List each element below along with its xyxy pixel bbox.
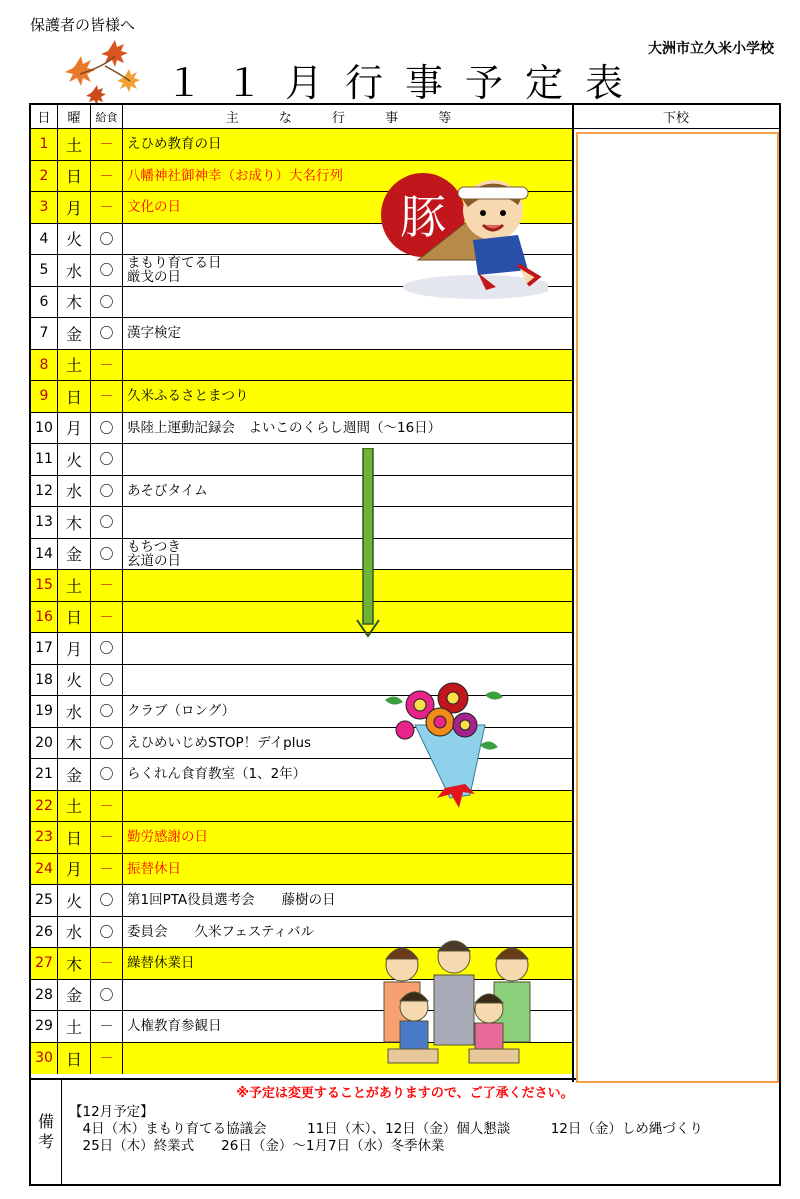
header-lunch: 給食 [91,105,123,128]
header-dismissal: 下校 [662,111,689,126]
day-cell: 10 [31,413,58,444]
lunch-cell: － [91,791,123,822]
weekday-cell: 月 [58,413,91,444]
weekday-cell: 水 [58,917,91,948]
day-cell: 17 [31,633,58,664]
table-header [31,105,779,129]
event-cell: 人権教育参観日 [127,1018,222,1035]
weekday-cell: 日 [58,161,91,192]
event-cell: もちつき 玄道の日 [127,538,181,569]
day-cell: 22 [31,791,58,822]
day-cell: 11 [31,444,58,475]
weekday-cell: 日 [58,381,91,412]
event-cell [123,444,573,475]
table-row [31,476,573,508]
lunch-cell: 〇 [91,224,123,255]
lunch-cell: 〇 [91,476,123,507]
december-plan [69,1104,703,1155]
table-row [31,507,573,539]
event-cell [123,665,573,696]
weekday-cell: 土 [58,129,91,160]
weekday-cell: 土 [58,1011,91,1042]
december-plan-line: 25日（木）終業式 26日（金）～1月7日（水）冬季休業 [69,1138,445,1154]
lunch-cell: 〇 [91,255,123,286]
column-divider [572,105,574,1082]
day-cell: 12 [31,476,58,507]
table-row [31,413,573,445]
down-arrow [356,448,380,638]
weekday-cell: 土 [58,350,91,381]
event-cell [123,602,573,633]
lunch-cell: 〇 [91,980,123,1011]
day-cell: 13 [31,507,58,538]
table-row [31,350,573,382]
lunch-cell: － [91,129,123,160]
event-cell: 文化の日 [127,199,181,216]
day-cell: 8 [31,350,58,381]
day-cell: 9 [31,381,58,412]
event-cell: 第1回PTA役員選考会 藤樹の日 [127,892,336,909]
weekday-cell: 火 [58,224,91,255]
day-cell: 6 [31,287,58,318]
day-cell: 14 [31,539,58,570]
page-title: １１月行事予定表 [165,61,646,105]
lunch-cell: 〇 [91,444,123,475]
table-row [31,602,573,634]
lunch-cell: － [91,1011,123,1042]
table-row [31,633,573,665]
day-cell: 3 [31,192,58,223]
table-row [31,129,573,161]
day-cell: 15 [31,570,58,601]
lunch-cell: － [91,381,123,412]
event-cell: 勤労感謝の日 [127,829,208,846]
weekday-cell: 火 [58,665,91,696]
day-cell: 2 [31,161,58,192]
table-row [31,570,573,602]
event-cell [123,633,573,664]
day-cell: 20 [31,728,58,759]
lunch-cell: 〇 [91,696,123,727]
weekday-cell: 日 [58,602,91,633]
family-group-illustration [374,937,534,1067]
weekday-cell: 木 [58,948,91,979]
event-cell [123,791,573,822]
change-notice: ※予定は変更することがありますので、ご了承ください。 [236,1086,574,1101]
weekday-cell: 水 [58,696,91,727]
lunch-cell: － [91,822,123,853]
day-cell: 16 [31,602,58,633]
lunch-cell: 〇 [91,633,123,664]
day-cell: 25 [31,885,58,916]
lunch-cell: 〇 [91,665,123,696]
event-cell: まもり育てる日 厳戈の日 [127,255,222,286]
table-row [31,381,573,413]
day-cell: 27 [31,948,58,979]
lunch-cell: 〇 [91,917,123,948]
remarks-label-2: 考 [37,1132,54,1151]
lunch-cell: － [91,192,123,223]
lunch-cell: 〇 [91,287,123,318]
event-cell [123,507,573,538]
header-day: 日 [31,105,58,128]
header-weekday: 曜 [58,105,91,128]
day-cell: 29 [31,1011,58,1042]
weekday-cell: 木 [58,728,91,759]
table-row [31,854,573,886]
fan-kanji: 豚 [400,190,446,244]
event-cell: あそびタイム [127,482,208,499]
lunch-cell: － [91,1043,123,1075]
weekday-cell: 月 [58,192,91,223]
weekday-cell: 木 [58,287,91,318]
day-cell: 30 [31,1043,58,1075]
table-row [31,885,573,917]
weekday-cell: 水 [58,476,91,507]
remarks-label-1: 備 [37,1112,54,1131]
event-cell [123,350,573,381]
december-plan-title: 【12月予定】 [69,1104,154,1120]
event-cell: 八幡神社御神幸（お成り）大名行列 [127,167,343,184]
table-row [31,318,573,350]
lunch-cell: － [91,570,123,601]
event-cell: えひめ教育の日 [127,136,222,153]
day-cell: 24 [31,854,58,885]
event-cell: 繰替休業日 [127,955,195,972]
weekday-cell: 木 [58,507,91,538]
day-cell: 1 [31,129,58,160]
dismissal-column [576,132,779,1083]
december-plan-line: 4日（木）まもり育てる協議会 11日（木）、12日（金）個人懇談 12日（金）しめ縄づくり [69,1121,703,1137]
event-cell: 振替休日 [127,860,181,877]
weekday-cell: 金 [58,759,91,790]
weekday-cell: 日 [58,1043,91,1075]
header-events: 主 な 行 事 等 [123,105,573,128]
event-cell: 漢字検定 [127,325,181,342]
lunch-cell: － [91,948,123,979]
table-row [31,822,573,854]
event-cell [123,570,573,601]
weekday-cell: 水 [58,255,91,286]
weekday-cell: 金 [58,539,91,570]
day-cell: 26 [31,917,58,948]
event-cell: らくれん食育教室（1、2年） [127,766,307,783]
lunch-cell: － [91,350,123,381]
lunch-cell: 〇 [91,413,123,444]
lunch-cell: － [91,161,123,192]
lunch-cell: － [91,602,123,633]
autumn-leaves-illustration [55,36,150,106]
weekday-cell: 土 [58,791,91,822]
event-cell: 久米ふるさとまつり [127,388,249,405]
day-cell: 18 [31,665,58,696]
lunch-cell: － [91,854,123,885]
festival-child-illustration [378,165,548,300]
day-cell: 19 [31,696,58,727]
weekday-cell: 月 [58,854,91,885]
lunch-cell: 〇 [91,759,123,790]
table-row [31,444,573,476]
event-cell: えひめいじめSTOP！デイplus [127,734,312,751]
weekday-cell: 火 [58,444,91,475]
weekday-cell: 月 [58,633,91,664]
event-cell: 委員会 久米フェスティバル [127,923,314,940]
weekday-cell: 金 [58,980,91,1011]
day-cell: 5 [31,255,58,286]
table-row [31,539,573,571]
lunch-cell: 〇 [91,507,123,538]
weekday-cell: 金 [58,318,91,349]
weekday-cell: 日 [58,822,91,853]
day-cell: 4 [31,224,58,255]
remarks-section [29,1080,781,1186]
lunch-cell: 〇 [91,318,123,349]
event-cell: クラブ（ロング） [127,703,236,720]
event-cell: 県陸上運動記録会 よいこのくらし週間（～16日） [127,419,442,436]
day-cell: 28 [31,980,58,1011]
flower-bouquet-illustration [375,680,505,810]
lunch-cell: 〇 [91,539,123,570]
day-cell: 21 [31,759,58,790]
lunch-cell: 〇 [91,885,123,916]
greeting: 保護者の皆様へ [30,16,136,34]
day-cell: 23 [31,822,58,853]
lunch-cell: 〇 [91,728,123,759]
weekday-cell: 土 [58,570,91,601]
school-name: 大洲市立久米小学校 [648,41,774,57]
day-cell: 7 [31,318,58,349]
weekday-cell: 火 [58,885,91,916]
